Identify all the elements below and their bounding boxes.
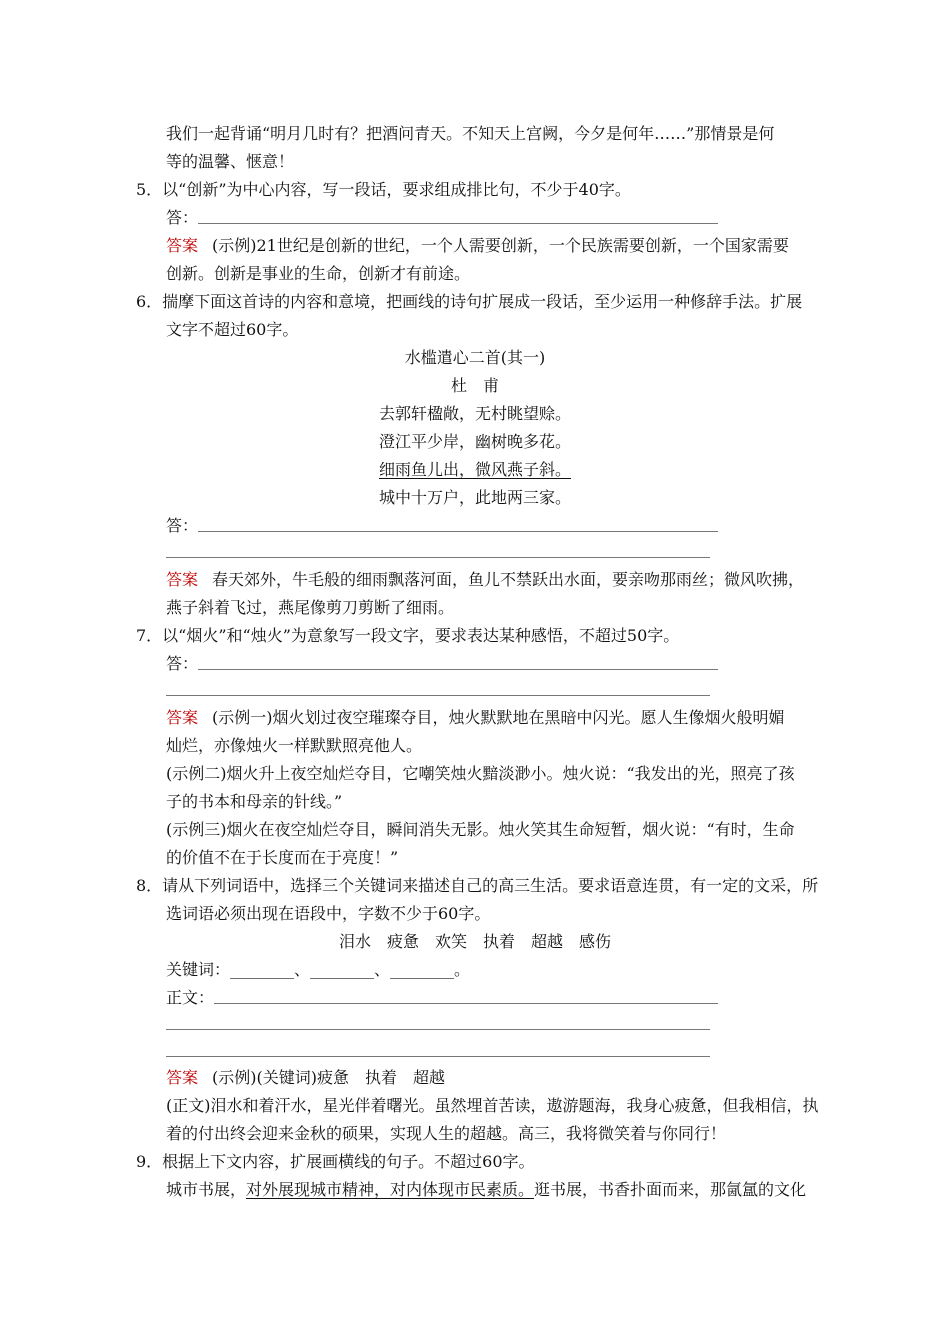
answer-line[interactable] bbox=[166, 557, 710, 558]
underlined-verse: 细雨鱼儿出，微风燕子斜。 bbox=[378, 460, 571, 479]
answer-text: 灿烂，亦像烛火一样默默照亮他人。 bbox=[166, 736, 423, 755]
answer-line[interactable] bbox=[198, 531, 718, 532]
answer-text: 春天郊外，牛毛般的细雨飘落河面，鱼儿不禁跃出水面，要亲吻那雨丝；微风吹拂， bbox=[212, 570, 805, 589]
answer-tag: 答案 bbox=[166, 570, 199, 589]
question-6-cont: 文字不超过60字。 bbox=[166, 320, 299, 339]
answer-text: 燕子斜着飞过，燕尾像剪刀剪断了细雨。 bbox=[166, 598, 455, 617]
question-8: 8．请从下列词语中，选择三个关键词来描述自己的高三生活。要求语意连贯，有一定的文采，所 bbox=[136, 876, 819, 895]
answer-text: (示例)(关键词)疲惫 执着 超越 bbox=[212, 1068, 445, 1087]
answer-line[interactable] bbox=[166, 695, 710, 696]
answer-text: (示例)21世纪是创新的世纪，一个人需要创新，一个民族需要创新，一个国家需要 bbox=[212, 236, 789, 255]
answer-line[interactable] bbox=[166, 1029, 710, 1030]
answer-text: 的价值不在于长度而在于亮度！” bbox=[166, 848, 399, 867]
text-segment: 城市书展， bbox=[166, 1180, 247, 1199]
answer-6-line bbox=[166, 570, 804, 590]
answer-text: (示例一)烟火划过夜空璀璨夺目，烛火默默地在黑暗中闪光。愿人生像烟火般明媚 bbox=[212, 708, 785, 727]
answer-text: 子的书本和母亲的针线。” bbox=[166, 792, 343, 811]
question-7: 7．以“烟火”和“烛火”为意象写一段文字，要求表达某种感悟，不超过50字。 bbox=[136, 626, 680, 645]
answer-line[interactable] bbox=[198, 669, 718, 670]
question-5: 5．以“创新”为中心内容，写一段话，要求组成排比句，不少于40字。 bbox=[136, 180, 631, 199]
answer-prompt: 答： bbox=[166, 654, 199, 673]
answer-prompt: 答： bbox=[166, 208, 199, 227]
poem-author: 杜 甫 bbox=[450, 376, 499, 395]
answer-tag: 答案 bbox=[166, 708, 199, 727]
answer-line[interactable] bbox=[166, 1056, 710, 1057]
poem-line: 去郭轩楹敞，无村眺望赊。 bbox=[378, 404, 571, 423]
poem-line-underlined bbox=[0, 460, 950, 480]
answer-5-line bbox=[166, 236, 789, 256]
poem-title: 水槛遣心二首(其一) bbox=[404, 348, 546, 367]
keyword-options: 泪水 疲惫 欢笑 执着 超越 感伤 bbox=[338, 932, 611, 951]
answer-prompt: 答： bbox=[166, 516, 199, 535]
answer-tag: 答案 bbox=[166, 1068, 199, 1087]
answer-tag: 答案 bbox=[166, 236, 199, 255]
answer-text: 着的付出终会迎来金秋的硕果，实现人生的超越。高三，我将微笑着与你同行！ bbox=[166, 1124, 727, 1143]
poem-line: 澄江平少岸，幽树晚多花。 bbox=[378, 432, 571, 451]
question-6: 6．揣摩下面这首诗的内容和意境，把画线的诗句扩展成一段话，至少运用一种修辞手法。扩展 bbox=[136, 292, 803, 311]
answer-text: (示例三)烟火在夜空灿烂夺目，瞬间消失无影。烛火笑其生命短暂，烟火说：“有时，生命 bbox=[166, 820, 795, 839]
keywords-blank-line[interactable]: 关键词：________、________、________。 bbox=[166, 960, 471, 979]
question-9: 9．根据上下文内容，扩展画横线的句子。不超过60字。 bbox=[136, 1152, 535, 1171]
underlined-sentence: 对外展现城市精神，对内体现市民素质。 bbox=[246, 1180, 535, 1199]
answer-text: 创新。创新是事业的生命，创新才有前途。 bbox=[166, 264, 471, 283]
text-segment: 逛书展，书香扑面而来，那氤氲的文化 bbox=[534, 1180, 807, 1199]
answer-text: (示例二)烟火升上夜空灿烂夺目，它嘲笑烛火黯淡渺小。烛火说：“我发出的光，照亮了孩 bbox=[166, 764, 795, 783]
poem-line: 城中十万户，此地两三家。 bbox=[378, 488, 571, 507]
answer-text: (正文)泪水和着汗水，星光伴着曙光。虽然埋首苦读，遨游题海，我身心疲惫，但我相信，执 bbox=[166, 1096, 819, 1115]
answer-7-line bbox=[166, 708, 785, 728]
text-line: 我们一起背诵“明月几时有？把酒问青天。不知天上宫阙，今夕是何年……”那情景是何 bbox=[166, 124, 775, 143]
answer-8-line bbox=[166, 1068, 445, 1088]
text-line: 等的温馨、惬意！ bbox=[166, 152, 295, 171]
body-label: 正文： bbox=[166, 988, 215, 1007]
question-8-cont: 选词语必须出现在语段中，字数不少于60字。 bbox=[166, 904, 491, 923]
answer-line[interactable] bbox=[214, 1003, 718, 1004]
question-9-text bbox=[166, 1180, 806, 1200]
answer-line[interactable] bbox=[198, 223, 718, 224]
